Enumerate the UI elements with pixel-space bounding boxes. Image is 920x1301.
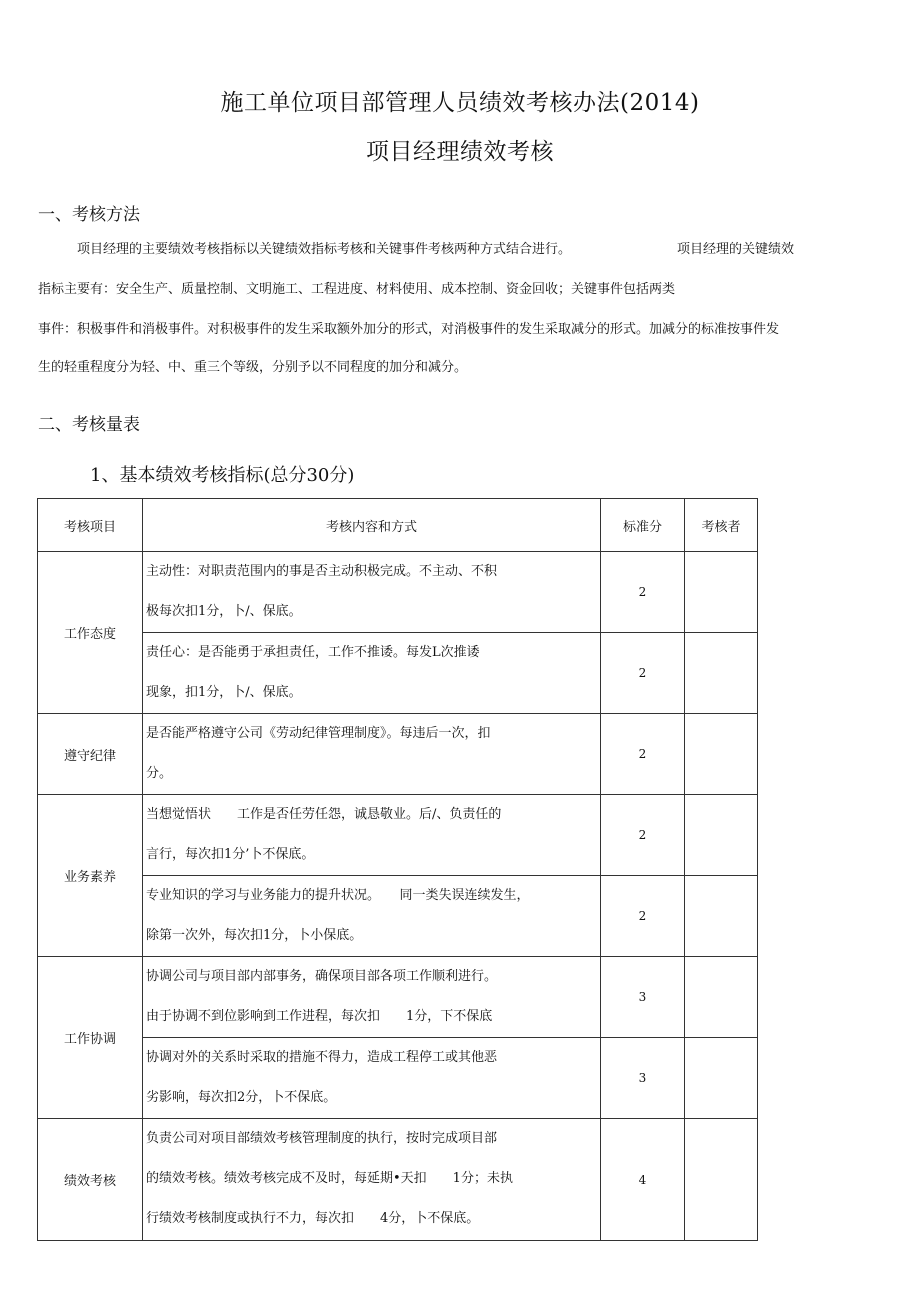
assessment-table	[37, 498, 758, 1241]
content-line: 除第一次外，每次扣1分，卜小保底。	[146, 928, 363, 943]
score-cell: 3	[601, 957, 685, 1038]
content-line: 极每次扣1分，卜/、保底。	[146, 604, 302, 619]
content-line: 是否能严格遵守公司《劳动纪律管理制度》。每违后一次，扣	[146, 726, 491, 741]
content-line: 的绩效考核。绩效考核完成不及时，每延期•天扣 1分；未执	[146, 1171, 513, 1186]
content-line: 由于协调不到位影响到工作进程，每次扣 1分，下不保底	[146, 1009, 493, 1024]
paragraph-line: 项目经理的关键绩效	[677, 242, 795, 257]
table-row	[38, 714, 758, 795]
content-line: 协调对外的关系时采取的措施不得力，造成工程停工或其他恶	[146, 1050, 498, 1065]
section-heading-scale: 二、考核量表	[38, 415, 140, 435]
header-item: 考核项目	[38, 499, 143, 552]
table-row	[38, 795, 758, 876]
assessor-cell	[685, 876, 758, 957]
content-line: 现象，扣1分，卜/、保底。	[146, 685, 302, 700]
table-title: 1、基本绩效考核指标(总分30分)	[90, 465, 355, 486]
score-cell: 3	[601, 1038, 685, 1119]
paragraph-line: 项目经理的主要绩效考核指标以关键绩效指标考核和关键事件考核两种方式结合进行。	[77, 242, 572, 257]
content-line: 责任心：是否能勇于承担责任，工作不推诿。每发L次推诿	[146, 645, 480, 660]
score-cell: 4	[601, 1119, 685, 1241]
score-cell: 2	[601, 876, 685, 957]
content-line: 言行，每次扣1分’卜不保底。	[146, 847, 315, 862]
table-row	[38, 552, 758, 633]
paragraph-line: 事件：积极事件和消极事件。对积极事件的发生采取额外加分的形式，对消极事件的发生采取减分的形式。加减分的标准按事件发	[38, 322, 780, 337]
content-line: 主动性：对职责范围内的事是否主动积极完成。不主动、不积	[146, 564, 498, 579]
category-cell: 遵守纪律	[38, 714, 143, 795]
main-title: 施工单位项目部管理人员绩效考核办法(2014)	[220, 90, 700, 116]
table-row	[38, 1038, 758, 1119]
assessor-cell	[685, 795, 758, 876]
category-cell: 工作协调	[38, 957, 143, 1119]
assessor-cell	[685, 1119, 758, 1241]
header-score: 标准分	[601, 499, 685, 552]
assessor-cell	[685, 957, 758, 1038]
content-line: 当想觉悟状 工作是否任劳任怨，诚恳敬业。后/、负责任的	[146, 807, 502, 822]
content-cell	[143, 552, 601, 633]
content-cell	[143, 1119, 601, 1241]
header-assessor: 考核者	[685, 499, 758, 552]
header-content: 考核内容和方式	[143, 499, 601, 552]
assessor-cell	[685, 552, 758, 633]
score-cell: 2	[601, 714, 685, 795]
content-line: 协调公司与项目部内部事务，确保项目部各项工作顺利进行。	[146, 969, 498, 984]
assessor-cell	[685, 714, 758, 795]
paragraph-line: 指标主要有：安全生产、质量控制、文明施工、工程进度、材料使用、成本控制、资金回收；关键事件包括两类	[38, 282, 676, 297]
content-line: 分。	[146, 766, 173, 781]
category-cell: 工作态度	[38, 552, 143, 714]
table-row	[38, 1119, 758, 1241]
score-cell: 2	[601, 552, 685, 633]
table-row	[38, 633, 758, 714]
assessor-cell	[685, 1038, 758, 1119]
content-cell	[143, 633, 601, 714]
category-cell: 绩效考核	[38, 1119, 143, 1241]
sub-title: 项目经理绩效考核	[366, 139, 554, 165]
assessor-cell	[685, 633, 758, 714]
paragraph-line: 生的轻重程度分为轻、中、重三个等级，分别予以不同程度的加分和减分。	[38, 360, 468, 375]
content-cell	[143, 876, 601, 957]
table-header-row	[38, 499, 758, 552]
content-line: 劣影响，每次扣2分，卜不保底。	[146, 1090, 337, 1105]
content-line: 专业知识的学习与业务能力的提升状况。 同一类失误连续发生，	[146, 888, 530, 903]
score-cell: 2	[601, 795, 685, 876]
content-cell	[143, 1038, 601, 1119]
content-cell	[143, 714, 601, 795]
content-cell	[143, 957, 601, 1038]
table-row	[38, 876, 758, 957]
section-heading-method: 一、考核方法	[38, 205, 140, 225]
content-line: 行绩效考核制度或执行不力，每次扣 4分，卜不保底。	[146, 1211, 480, 1226]
table-row	[38, 957, 758, 1038]
content-line: 负责公司对项目部绩效考核管理制度的执行，按时完成项目部	[146, 1131, 498, 1146]
category-cell: 业务素养	[38, 795, 143, 957]
score-cell: 2	[601, 633, 685, 714]
content-cell	[143, 795, 601, 876]
